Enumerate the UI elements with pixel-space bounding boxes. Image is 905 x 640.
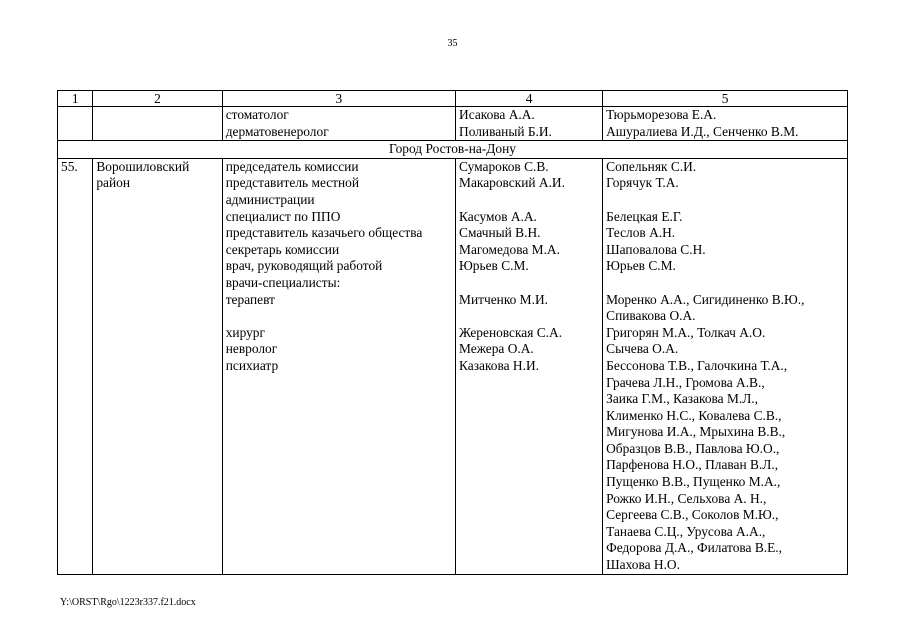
role-line: врачи-специалисты: <box>225 274 341 290</box>
reserve-line: Моренко А.А., Сигидиненко В.Ю., <box>606 291 805 307</box>
role-line: стоматолог <box>225 107 289 122</box>
district-cell <box>93 158 222 574</box>
member-line: Касумов А.А. <box>459 208 537 224</box>
table-header-row <box>58 91 848 107</box>
member-line: Юрьев С.М. <box>459 258 529 274</box>
member-line: Митченко М.И. <box>459 291 548 307</box>
reserve-line: Тюрьморезова Е.А. <box>606 107 717 122</box>
member-line: Поливаный Б.И. <box>459 123 552 139</box>
number-cell <box>58 107 93 141</box>
blank-line <box>459 192 599 209</box>
city-row <box>58 141 848 159</box>
members-cell <box>456 107 603 141</box>
member-line: Исакова А.А. <box>459 107 535 122</box>
blank-line <box>606 192 844 209</box>
reserve-line: Клименко Н.С., Ковалева С.В., <box>606 407 782 423</box>
reserve-line: Шаповалова С.Н. <box>606 241 706 257</box>
reserve-line: Шахова Н.О. <box>606 557 680 573</box>
roles-cell <box>222 158 455 574</box>
reserve-line: Пущенко В.В., Пущенко М.А., <box>606 474 781 490</box>
role-line: хирург <box>225 324 265 340</box>
reserve-line: Парфенова Н.О., Плаван В.Л., <box>606 457 779 473</box>
member-line: Смачный В.Н. <box>459 225 541 241</box>
reserve-line: Григорян М.А., Толкач А.О. <box>606 324 766 340</box>
reserve-line: Мигунова И.А., Мрыхина В.В., <box>606 424 786 440</box>
file-path-footer: Y:\ORST\Rgo\1223r337.f21.docx <box>60 597 196 608</box>
reserve-line: Теслов А.Н. <box>606 225 676 241</box>
roles-cell <box>222 107 455 141</box>
member-line: Макаровский А.И. <box>459 175 565 191</box>
role-line: представитель казачьего общества <box>225 225 423 241</box>
reserve-line: Белецкая Е.Г. <box>606 208 683 224</box>
reserve-line: Федорова Д.А., Филатова В.Е., <box>606 540 783 556</box>
reserve-line: Грачева Л.Н., Громова А.В., <box>606 374 765 390</box>
reserve-line: Бессонова Т.В., Галочкина Т.А., <box>606 357 788 373</box>
reserve-line: Спивакова О.А. <box>606 308 696 324</box>
reserve-line: Горячук Т.А. <box>606 175 679 191</box>
members-cell <box>456 158 603 574</box>
reserves-cell <box>603 107 848 141</box>
member-line: Жереновская С.А. <box>459 324 563 340</box>
district-line: Ворошиловский <box>96 158 190 174</box>
role-line: председатель комиссии <box>225 158 359 174</box>
role-line: администрации <box>225 191 315 207</box>
blank-line <box>606 275 844 292</box>
table-row-entry <box>58 158 848 574</box>
reserve-line: Юрьев С.М. <box>606 258 676 274</box>
city-heading: Город Ростов-на-Дону <box>58 141 848 159</box>
role-line: врач, руководящий работой <box>225 258 383 274</box>
reserves-cell <box>603 158 848 574</box>
reserve-line: Танаева С.Ц., Урусова А.А., <box>606 523 766 539</box>
header-col-5: 5 <box>603 91 848 107</box>
role-line: представитель местной <box>225 175 360 191</box>
blank-line <box>226 308 452 325</box>
role-line: психиатр <box>225 357 279 373</box>
member-line: Казакова Н.И. <box>459 357 539 373</box>
reserve-line: Сопельняк С.И. <box>606 158 697 174</box>
header-col-4: 4 <box>456 91 603 107</box>
member-line: Межера О.А. <box>459 341 534 357</box>
reserve-line: Ашуралиева И.Д., Сенченко В.М. <box>606 123 799 139</box>
header-col-1: 1 <box>58 91 93 107</box>
reserve-line: Образцов В.В., Павлова Ю.О., <box>606 440 780 456</box>
table-row-continuation <box>58 107 848 141</box>
blank-line <box>459 275 599 292</box>
reserve-line: Сычева О.А. <box>606 341 679 357</box>
role-line: секретарь комиссии <box>225 241 340 257</box>
reserve-line: Сергеева С.В., Соколов М.Ю., <box>606 507 779 523</box>
blank-line <box>459 308 599 325</box>
role-line: дерматовенеролог <box>225 123 329 139</box>
commission-table <box>57 90 848 575</box>
district-line: район <box>96 175 131 191</box>
role-line: специалист по ППО <box>225 208 341 224</box>
reserve-line: Рожко И.Н., Сельхова А. Н., <box>606 490 767 506</box>
header-col-3: 3 <box>222 91 455 107</box>
reserve-line: Заика Г.М., Казакова М.Л., <box>606 391 758 407</box>
header-col-2: 2 <box>93 91 222 107</box>
role-line: невролог <box>225 341 278 357</box>
entry-number: 55. <box>58 158 93 574</box>
member-line: Сумароков С.В. <box>459 158 549 174</box>
district-cell <box>93 107 222 141</box>
role-line: терапевт <box>225 291 275 307</box>
page-number: 35 <box>447 38 458 49</box>
member-line: Магомедова М.А. <box>459 241 560 257</box>
